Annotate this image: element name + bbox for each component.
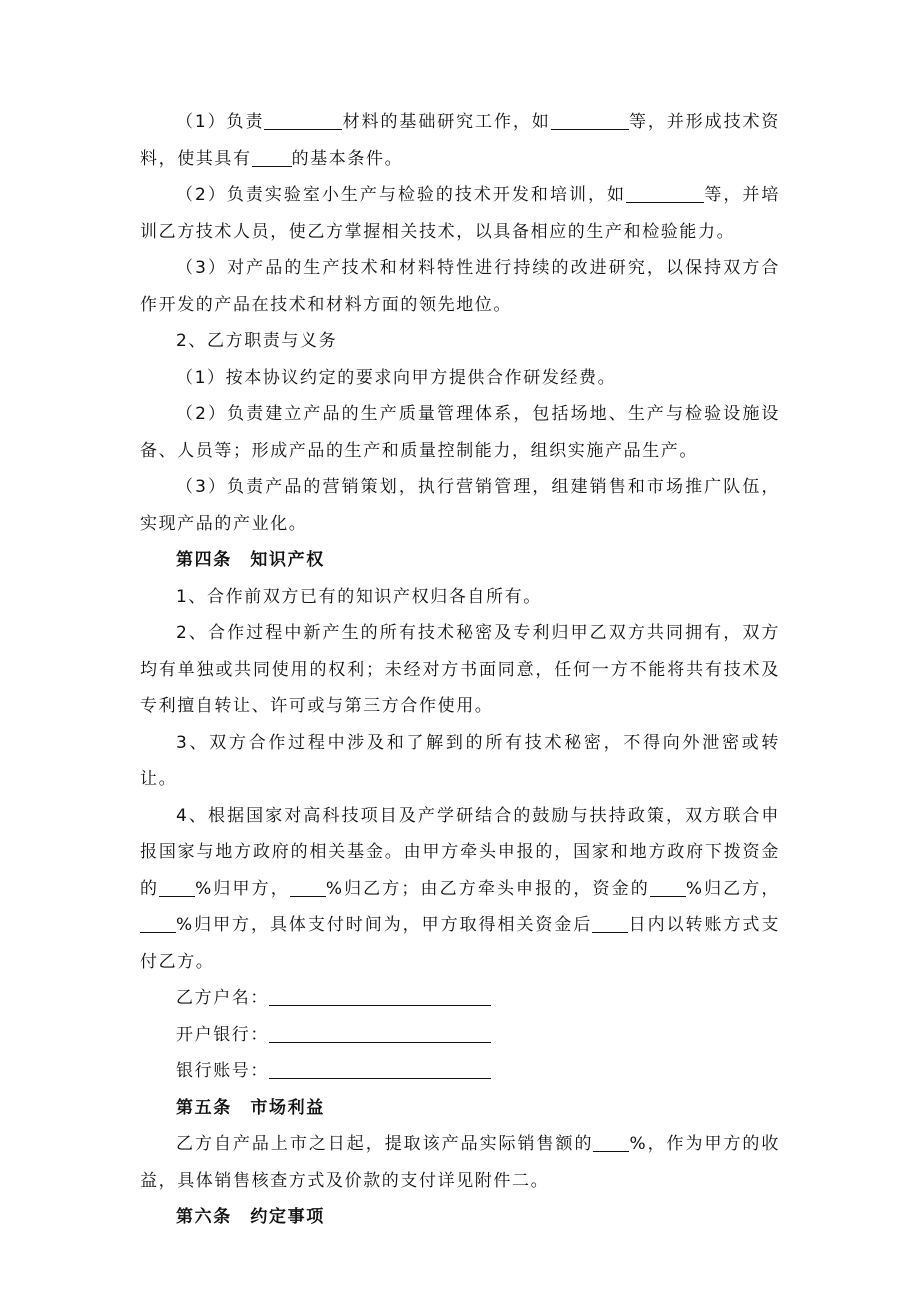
blank-line — [592, 914, 628, 933]
heading-article-6: 第六条 约定事项 — [176, 1207, 325, 1227]
paragraph-jia-duty-1 — [140, 104, 780, 177]
blank-line — [593, 1133, 629, 1152]
text-segment: 材料的基础研究工作，如 — [342, 112, 551, 132]
field-account-number — [140, 1053, 780, 1090]
blank-line — [269, 987, 491, 1006]
text-segment: （2）负责实验室小生产与检验的技术开发和培训，如 — [176, 185, 626, 205]
text-segment: 等，并培训乙方技术人员，使乙方掌握相关技术，以具备相应的生产和检验能力。 — [140, 185, 780, 242]
text-segment: %归甲方，具体支付时间为，甲方取得相关资金后 — [176, 915, 593, 935]
paragraph-ip-3: 3、双方合作过程中涉及和了解到的所有技术秘密，不得向外泄密或转让。 — [140, 732, 780, 789]
paragraph-jia-duty-2 — [140, 177, 780, 250]
paragraph-yi-duty-3: （3）负责产品的营销策划，执行营销管理，组建销售和市场推广队伍，实现产品的产业化。 — [140, 477, 780, 534]
text-segment: （1）负责 — [176, 112, 265, 132]
field-bank — [140, 1017, 780, 1054]
paragraph-ip-2: 2、合作过程中新产生的所有技术秘密及专利归甲乙双方共同拥有，双方均有单独或共同使用的权利；未经对方书面同意，任何一方不能将共有技术及专利擅自转让、许可或与第三方合作使用。 — [140, 623, 780, 716]
paragraph-ip-1: 1、合作前双方已有的知识产权归各自所有。 — [176, 586, 542, 607]
field-label: 银行账号： — [176, 1061, 269, 1081]
paragraph-yi-duty-1: （1）按本协议约定的要求向甲方提供合作研发经费。 — [176, 367, 617, 388]
field-label: 开户银行： — [176, 1024, 269, 1045]
blank-line — [264, 111, 342, 130]
section-yi-duties: 2、乙方职责与义务 — [176, 331, 338, 351]
blank-line — [269, 1024, 491, 1043]
text-segment: 的基本条件。 — [291, 148, 404, 169]
heading-article-5: 第五条 市场利益 — [176, 1097, 325, 1118]
field-account-name — [140, 980, 780, 1017]
blank-line — [290, 878, 326, 897]
paragraph-yi-duty-2: （2）负责建立产品的生产质量管理体系，包括场地、生产与检验设施设备、人员等；形成产品的生产和质量控制能力，组织实施产品生产。 — [140, 404, 780, 461]
paragraph-ip-4 — [140, 798, 780, 981]
paragraph-jia-duty-3: （3）对产品的生产技术和材料特性进行持续的改进研究，以保持双方合作开发的产品在技术和材料方面的领先地位。 — [140, 258, 780, 315]
field-label: 乙方户名： — [176, 988, 269, 1008]
text-segment: 4、根据国家对高科技项目及产学研结合的鼓励与扶持政策，双方联合申报国家与地方政府的相关基金。由甲方牵头申报的，国家和地方政府下拨资金的 — [140, 805, 780, 899]
text-segment: %，作为甲方的收益，具体销售核查方式及价款的支付详见附件二。 — [140, 1134, 781, 1191]
blank-line — [252, 148, 292, 167]
blank-line — [626, 184, 704, 203]
text-segment: 乙方自产品上市之日起，提取该产品实际销售额的 — [176, 1134, 594, 1154]
blank-line — [650, 878, 686, 897]
paragraph-market-benefit — [140, 1126, 780, 1199]
text-segment: 日内以转账方式支付乙方。 — [140, 915, 780, 972]
text-segment: %归甲方， — [195, 878, 290, 899]
text-segment: %归乙方；由乙方牵头申报的，资金的 — [325, 878, 650, 899]
blank-line — [159, 878, 195, 897]
blank-line — [551, 111, 629, 130]
blank-line — [140, 914, 176, 933]
text-segment: %归乙方， — [685, 878, 780, 899]
heading-article-4: 第四条 知识产权 — [176, 550, 325, 570]
text-segment: 等，并形成技术资料，使其具有 — [140, 112, 780, 169]
document-page — [140, 104, 780, 1236]
blank-line — [269, 1060, 491, 1079]
